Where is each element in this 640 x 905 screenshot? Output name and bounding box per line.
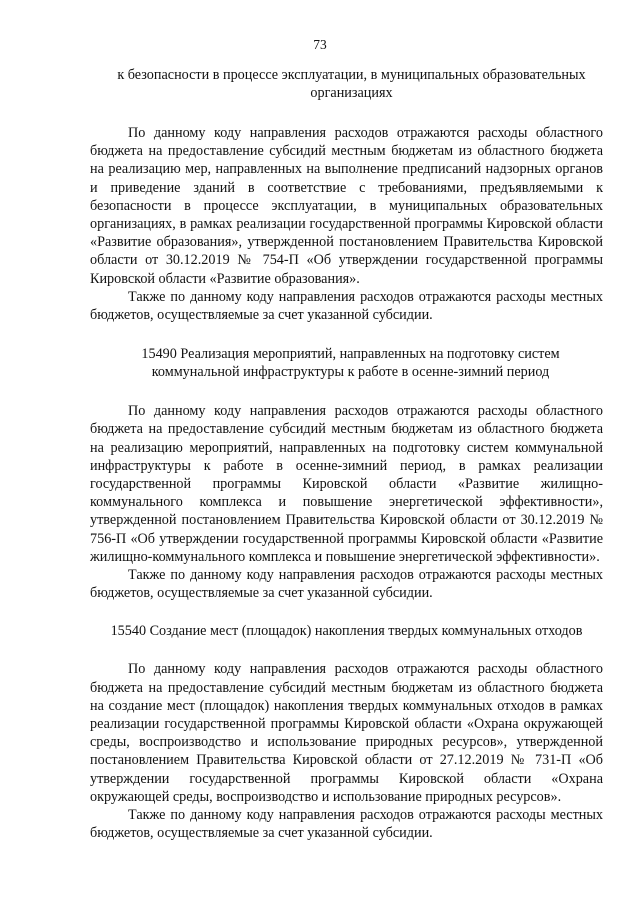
section-safety-measures: [90, 66, 605, 324]
section-paragraph: Также по данному коду направления расходов отражаются расходы местных бюджетов, осуществляемые за счет указанной субсидии.: [90, 567, 603, 602]
section-heading: к безопасности в процессе эксплуатации, в муниципальных образовательных организациях: [117, 67, 586, 101]
section-paragraph: Также по данному коду направления расходов отражаются расходы местных бюджетов, осуществляемые за счет указанной субсидии.: [90, 807, 603, 842]
section-15540: [90, 622, 603, 842]
document-body: [90, 66, 603, 843]
section-paragraph: По данному коду направления расходов отражаются расходы областного бюджета на предоставление субсидий местным бюджетам из областного бюджета на реализацию мероприятий, направленных на подготовку систем коммунальной инфраструктуры к работе в осенне-зимний период, в рамках реализации государственной программы Кировской области «Развитие жилищно-коммунального комплекса и повышение энергетической эффективности», утвержденной постановлением Правительства Кировской области от 30.12.2019 № 756-П «Об утверждении государственной программы Кировской области «Развитие жилищно-коммунального комплекса и повышение энергетической эффективности».: [90, 403, 603, 565]
section-heading: 15540 Создание мест (площадок) накопления твердых коммунальных отходов: [110, 623, 583, 640]
section-paragraph: По данному коду направления расходов отражаются расходы областного бюджета на предоставление субсидий местным бюджетам из областного бюджета на создание мест (площадок) накопления твердых коммунальных отходов в рамках реализации государственной программы Кировской области «Охрана окружающей среды, воспроизводство и использование природных ресурсов», утвержденной постановлением Правительства Кировской области от 27.12.2019 № 731-П «Об утверждении государственной программы Кировской области «Охрана окружающей среды, воспроизводство и использование природных ресурсов».: [90, 661, 603, 805]
section-paragraph: Также по данному коду направления расходов отражаются расходы местных бюджетов, осуществляемые за счет указанной субсидии.: [90, 288, 603, 324]
section-paragraph: По данному коду направления расходов отражаются расходы областного бюджета на предоставление субсидий местным бюджетам из областного бюджета на реализацию мер, направленных на выполнение предписаний надзорных органов и приведение зданий в соответствие с требованиями, предъявляемыми к безопасности в процессе эксплуатации, в муниципальных образовательных организациях, в рамках реализации государственной программы Кировской области «Развитие образования», утвержденной постановлением Правительства Кировской области от 30.12.2019 № 754-П «Об утверждении государственной программы Кировской области «Развитие образования».: [90, 125, 603, 287]
section-heading: 15490 Реализация мероприятий, направленных на подготовку систем коммунальной инфраструктуры к работе в осенне-зимний период: [141, 346, 560, 381]
page-number: 73: [313, 37, 327, 52]
section-15490: [90, 345, 603, 602]
